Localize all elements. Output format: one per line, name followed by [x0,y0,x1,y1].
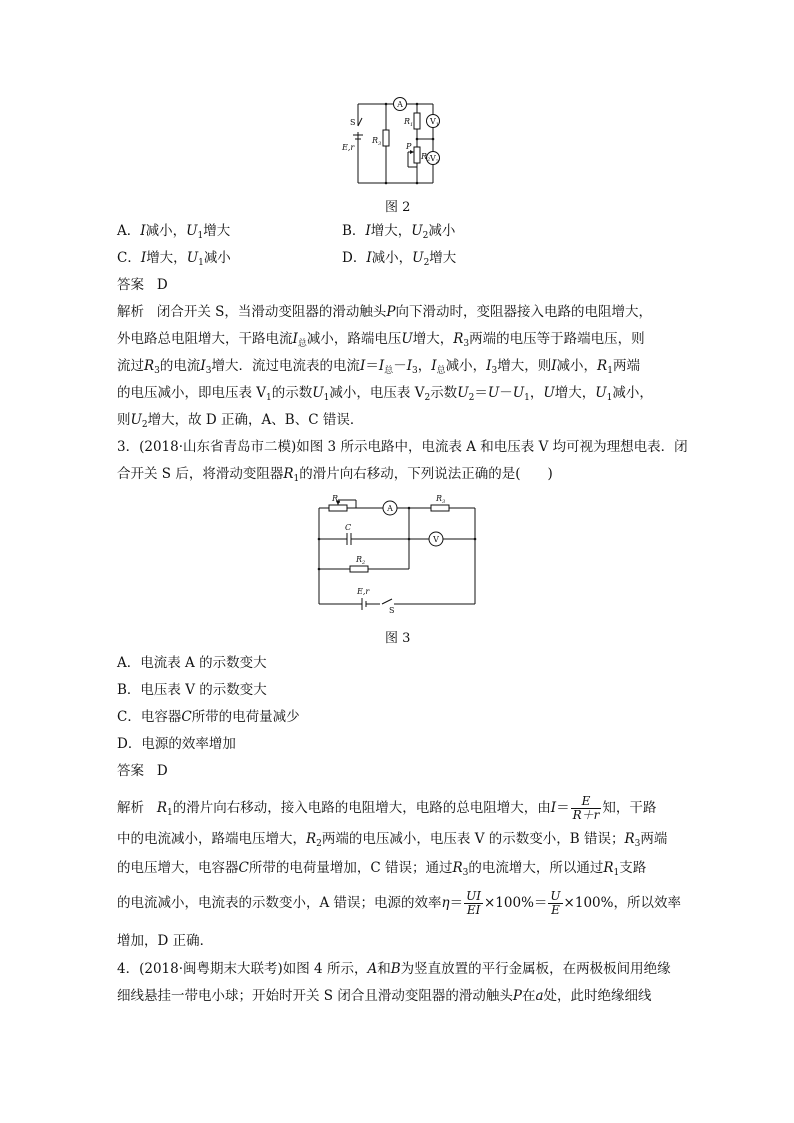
fig3-label-R2: R [356,555,363,564]
fig2-label-V1: V [430,117,436,126]
fig3-label-R1: R [332,494,339,503]
fig3-label-C: C [345,523,352,532]
fig3-label-R3: R [436,494,443,503]
figure-2-caption: 图 2 [385,200,411,215]
svg-text:R1: $R_1$ [404,117,414,128]
svg-text:R2: $R_2$ [421,152,431,163]
q3-analysis-line-3: 的电压增大，电容器C所带的电荷量增加，C 错误；通过$R_3$的电流增大，所以通过$R_1$支路 [117,860,647,878]
q2-analysis-line-1: 解析 闭合开关 S，当滑动变阻器的滑动触头P向下滑动时，变阻器接入电路的电阻增大， [117,304,653,320]
q3-option-c[interactable]: C．电容器C所带的电荷量减少 [117,709,300,725]
fraction-ui-over-ei: $\frac{UI}{EI}$ [466,889,481,917]
q2-analysis-line-4: 的电压减小，即电压表 $V_1$的示数$U_1$减小，电压表 $V_2$示数$U_2=U-U_1$，U增大，$U_1$减小， [117,385,653,403]
q2-option-a[interactable]: A．I减小，$U_1$增大 [117,223,231,241]
q3-analysis-line-4: 的电流减小，电流表的示数变小，A 错误；电源的效率η＝ $\frac{UI}{EI}$ ×100%＝ $\frac{U}{E}$ ×100%，所以效率 [117,889,681,917]
q2-analysis-line-3: 流过$R_3$的电流$I_3$增大．流过电流表的电流$I=I_总-I_3$，$I_总$减小，$I_3$增大，则I减小，$R_1$两端 [117,358,640,376]
q3-analysis-line-1: 解析 $R_1$的滑片向右移动，接入电路的电阻增大，电路的总电阻增大，由I＝ $\frac{E}{R+r}$ 知，干路 [117,794,657,822]
figure-3-circuit [312,492,482,615]
q2-analysis-line-5: 则$U_2$增大，故 D 正确，A、B、C 错误． [117,412,364,430]
q3-option-d[interactable]: D．电源的效率增加 [117,736,236,752]
q3-analysis-line-5: 增加，D 正确． [117,933,214,949]
svg-text:V2: $V_2$ [430,154,439,165]
svg-text:R3: $R_3$ [436,494,446,505]
fraction-u-over-e: $\frac{U}{E}$ [550,889,561,917]
q3-analysis-line-2: 中的电流减小，路端电压增大，$R_2$两端的电压减小，电压表 V 的示数变小，B 错误；$R_3$两端 [117,831,668,849]
svg-text:R3: $R_3$ [372,136,382,147]
q3-stem-line-1: 3．(2018·山东省青岛市二模)如图 3 所示电路中，电流表 A 和电压表 V 均可视为理想电表．闭 [117,439,688,455]
q2-option-b[interactable]: B．I增大，$U_2$减小 [342,223,456,241]
q2-option-d[interactable]: D．I减小，$U_2$增大 [342,250,457,268]
fig2-label-R3: R [372,136,379,145]
figure-3-caption: 图 3 [385,631,411,646]
q2-analysis-line-2: 外电路总电阻增大，干路电流$I_总$减小，路端电压U增大，$R_3$两端的电压等于路端电压，则 [117,331,645,349]
fig3-label-A: A [387,504,393,513]
fig2-label-P: P [406,142,412,151]
fig2-label-R1: R [404,117,411,126]
svg-text:V1: $V_1$ [430,117,439,128]
fig3-label-S: S [389,606,395,615]
fig2-label-S: S [350,118,356,127]
fig2-label-A: A [397,100,403,109]
q3-option-a[interactable]: A．电流表 A 的示数变大 [117,655,267,671]
q2-answer: 答案 D [117,277,168,293]
fig2-label-V2: V [430,154,436,163]
figure-2-circuit [338,94,438,190]
svg-text:R2: $R_2$ [356,555,366,566]
fraction-e-over-r: $\frac{E}{R+r}$ [572,794,600,822]
q3-answer: 答案 D [117,763,168,779]
q3-stem-line-2: 合开关 S 后，将滑动变阻器$R_1$的滑片向右移动，下列说法正确的是( ) [117,466,553,484]
q4-stem-line-1: 4．(2018·闽粤期末大联考)如图 4 所示，A和B为竖直放置的平行金属板，在两极板间用绝缘 [117,961,671,977]
fig3-label-Er: E,r [357,587,370,596]
svg-text:R1: $R_1$ [332,494,342,505]
q3-option-b[interactable]: B．电压表 V 的示数变大 [117,682,267,698]
fig2-label-R2: R [421,152,428,161]
fig2-label-Er: E,r [342,143,355,152]
q2-option-c[interactable]: C．I增大，$U_1$减小 [117,250,231,268]
q4-stem-line-2: 细线悬挂一带电小球；开始时开关 S 闭合且滑动变阻器的滑动触头P在a处，此时绝缘细线 [117,988,652,1004]
fig3-label-V: V [433,535,439,544]
